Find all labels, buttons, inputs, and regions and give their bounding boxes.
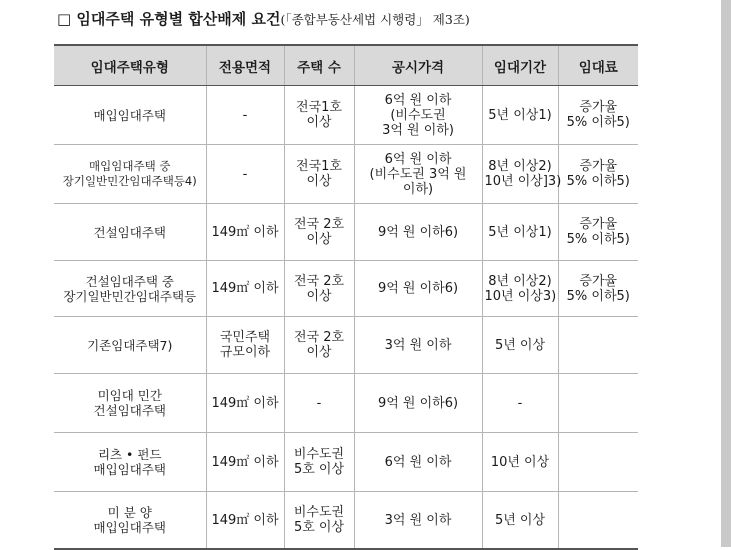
cell-line: 10년 이상 — [490, 454, 550, 470]
cell-line: 이상 — [306, 174, 332, 189]
cell-period — [482, 145, 562, 204]
cell-line: 증가율 — [579, 217, 618, 232]
cell-count — [284, 261, 354, 317]
cell-line: 증가율 — [579, 273, 618, 289]
cell-count — [284, 317, 354, 374]
cell-line: 규모이하 — [219, 345, 271, 360]
cell-area — [206, 317, 284, 374]
table-row — [54, 374, 638, 433]
cell-type — [54, 317, 206, 374]
cell-line: 5% 이하5) — [566, 115, 630, 130]
cell-area — [206, 261, 284, 317]
cell-line: 9억 원 이하6) — [377, 395, 459, 411]
cell-line: 이상 — [306, 115, 332, 130]
cell-rent — [558, 204, 638, 261]
cell-rent — [558, 145, 638, 204]
cell-rent — [558, 374, 638, 433]
rental-requirements-table — [54, 44, 638, 550]
cell-line: 8년 이상2) — [488, 273, 552, 289]
cell-period — [482, 492, 558, 550]
cell-line: 매입임대주택 — [93, 107, 166, 123]
cell-line: 8년 이상2) — [488, 159, 552, 174]
cell-line: 149㎡ 이하 — [211, 512, 279, 528]
cell-line: 이상 — [306, 345, 332, 360]
cell-line: 리츠 • 펀드 — [97, 447, 162, 462]
table-row — [54, 433, 638, 492]
cell-price — [354, 145, 482, 204]
cell-period — [482, 433, 558, 492]
cell-line: 5% 이하5) — [566, 288, 630, 304]
cell-period — [482, 317, 558, 374]
cell-price — [354, 86, 482, 145]
cell-line: 5년 이상1) — [488, 107, 552, 123]
cell-line: 비수도권 — [293, 505, 345, 520]
cell-price — [354, 374, 482, 433]
cell-line: 5년 이상 — [494, 512, 546, 528]
cell-period — [482, 261, 558, 317]
cell-count — [284, 492, 354, 550]
heading-source: (「종합부동산세법 시행령」 제3조) — [280, 12, 470, 27]
cell-line: 전국1호 — [296, 100, 342, 115]
cell-line: 6억 원 이하 — [384, 454, 452, 470]
section-heading — [57, 8, 697, 29]
cell-line: 이상 — [306, 232, 332, 247]
cell-count — [284, 86, 354, 145]
cell-area — [206, 86, 284, 145]
table-row — [54, 492, 638, 550]
cell-price — [354, 204, 482, 261]
cell-line: 149㎡ 이하 — [211, 224, 279, 240]
cell-line: 매입임대주택 — [93, 462, 166, 477]
cell-line: 건설임대주택 — [93, 403, 166, 418]
cell-area — [206, 204, 284, 261]
cell-line: 9억 원 이하6) — [377, 224, 459, 240]
cell-line: 5호 이상 — [293, 520, 345, 535]
cell-area — [206, 145, 284, 204]
cell-line: 전국1호 — [296, 159, 342, 174]
table-row — [54, 317, 638, 374]
cell-line: (비수도권 — [390, 107, 446, 123]
cell-area — [206, 374, 284, 433]
table-row — [54, 261, 638, 317]
cell-line: 6억 원 이하 — [384, 151, 452, 167]
cell-line: - — [316, 395, 322, 411]
cell-count — [284, 145, 354, 204]
cell-line: 비수도권 — [293, 447, 345, 462]
table-row — [54, 86, 638, 145]
heading-title: 임대주택 유형별 합산배제 요건 — [76, 10, 281, 28]
cell-type — [54, 374, 206, 433]
header-type: 임대주택유형 — [54, 45, 206, 86]
scrollbar[interactable] — [721, 0, 731, 547]
cell-price — [354, 317, 482, 374]
cell-line: 이하) — [402, 181, 434, 197]
cell-line: 149㎡ 이하 — [211, 454, 279, 470]
cell-line: - — [242, 166, 248, 182]
cell-type — [54, 86, 206, 145]
cell-period — [482, 204, 558, 261]
cell-type — [54, 261, 206, 317]
cell-line: 3억 원 이하 — [384, 337, 452, 353]
cell-line: 10년 이상]3) — [484, 174, 562, 189]
cell-count — [284, 374, 354, 433]
header-count: 주택 수 — [284, 45, 354, 86]
cell-price — [354, 492, 482, 550]
cell-line: - — [242, 107, 248, 123]
cell-line: - — [517, 395, 523, 411]
cell-line: 5호 이상 — [293, 462, 345, 477]
cell-line: 미임대 민간 — [97, 388, 162, 403]
cell-line: 3억 원 이하) — [382, 122, 454, 138]
cell-line: 5년 이상 — [494, 337, 546, 353]
cell-line: 매입임대주택 중 — [89, 159, 171, 173]
cell-rent — [558, 433, 638, 492]
cell-type — [54, 204, 206, 261]
cell-line: 장기일반민간임대주택등4) — [62, 174, 197, 188]
cell-line: 증가율 — [579, 100, 618, 115]
header-period: 임대기간 — [482, 45, 558, 86]
cell-rent — [558, 317, 638, 374]
cell-rent — [558, 492, 638, 550]
cell-line: 전국 2호 — [293, 273, 345, 289]
header-price: 공시가격 — [354, 45, 482, 86]
table-header-row — [54, 45, 638, 86]
cell-line: 이상 — [306, 288, 332, 304]
cell-price — [354, 261, 482, 317]
cell-line: 6억 원 이하 — [384, 92, 452, 108]
cell-line: 매입임대주택 — [93, 520, 166, 535]
cell-type — [54, 145, 206, 204]
cell-type — [54, 433, 206, 492]
cell-line: 149㎡ 이하 — [211, 281, 279, 296]
cell-line: 기존임대주택7) — [87, 337, 173, 353]
cell-line: 국민주택 — [219, 330, 271, 345]
header-rent: 임대료 — [558, 45, 638, 86]
cell-line: 미 분 양 — [107, 505, 152, 520]
cell-line: 5년 이상1) — [488, 224, 552, 240]
cell-line: 장기일반민간임대주택등 — [63, 288, 197, 304]
cell-line: 10년 이상3) — [484, 288, 557, 304]
cell-area — [206, 492, 284, 550]
cell-line: 증가율 — [579, 159, 618, 174]
cell-line: 9억 원 이하6) — [377, 281, 459, 296]
cell-period — [482, 374, 558, 433]
cell-line: (비수도권 3억 원 — [369, 166, 467, 182]
cell-area — [206, 433, 284, 492]
cell-type — [54, 492, 206, 550]
cell-line: 149㎡ 이하 — [211, 395, 279, 411]
checkbox-square-icon: □ — [57, 10, 72, 28]
cell-line: 5% 이하5) — [566, 174, 630, 189]
cell-period — [482, 86, 558, 145]
cell-line: 건설임대주택 중 — [85, 273, 174, 289]
cell-count — [284, 204, 354, 261]
table-row — [54, 204, 638, 261]
cell-line: 전국 2호 — [293, 217, 345, 232]
cell-count — [284, 433, 354, 492]
cell-line: 3억 원 이하 — [384, 512, 452, 528]
cell-line: 전국 2호 — [293, 330, 345, 345]
cell-price — [354, 433, 482, 492]
cell-line: 5% 이하5) — [566, 232, 630, 247]
table-row — [54, 145, 638, 204]
cell-line: 건설임대주택 — [93, 224, 166, 240]
cell-rent — [558, 86, 638, 145]
header-area: 전용면적 — [206, 45, 284, 86]
cell-rent — [558, 261, 638, 317]
